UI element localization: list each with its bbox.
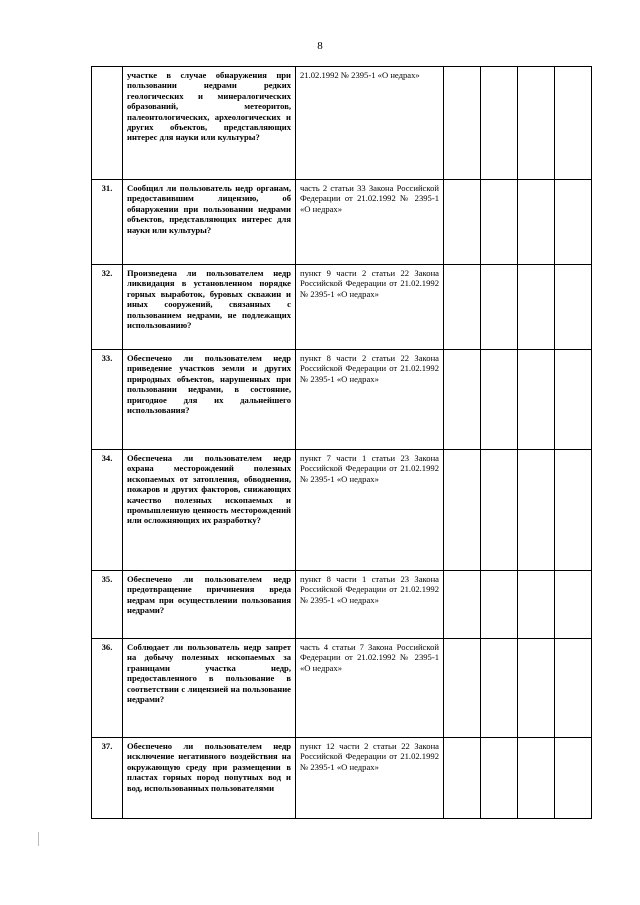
answer-cell[interactable] [481, 571, 518, 639]
answer-cell[interactable] [444, 180, 481, 265]
checklist-table [91, 66, 592, 819]
answer-cell[interactable] [555, 180, 592, 265]
checklist-body [92, 67, 592, 819]
answer-cell[interactable] [444, 571, 481, 639]
law-reference-cell: 21.02.1992 № 2395-1 «О недрах» [296, 67, 444, 180]
answer-cell[interactable] [481, 180, 518, 265]
answer-cell[interactable] [518, 265, 555, 350]
law-reference-cell: пункт 8 части 2 статьи 22 Закона Российской Федерации от 21.02.1992 № 2395-1 «О недрах» [296, 350, 444, 450]
row-number: 35. [92, 571, 123, 639]
answer-cell[interactable] [555, 67, 592, 180]
law-reference-cell: пункт 12 части 2 статьи 22 Закона Российской Федерации от 21.02.1992 № 2395-1 «О недрах» [296, 738, 444, 819]
answer-cell[interactable] [481, 265, 518, 350]
table-row [92, 450, 592, 571]
table-row [92, 639, 592, 738]
answer-cell[interactable] [444, 450, 481, 571]
answer-cell[interactable] [444, 67, 481, 180]
law-reference-cell: пункт 7 части 1 статьи 23 Закона Российской Федерации от 21.02.1992 № 2395-1 «О недрах» [296, 450, 444, 571]
answer-cell[interactable] [444, 639, 481, 738]
answer-cell[interactable] [481, 738, 518, 819]
answer-cell[interactable] [518, 180, 555, 265]
question-cell: Соблюдает ли пользователь недр запрет на добычу полезных ископаемых за границами участка недр, предоставленного в пользование в соответствии с лицензией на пользование недрами? [123, 639, 296, 738]
table-row [92, 67, 592, 180]
answer-cell[interactable] [518, 67, 555, 180]
answer-cell[interactable] [444, 350, 481, 450]
row-number [92, 67, 123, 180]
row-number: 34. [92, 450, 123, 571]
question-cell: Произведена ли пользователем недр ликвидация в установленном порядке горных выработок, буровых скважин и иных сооружений, связанных с пользованием недрами, не подлежащих использованию? [123, 265, 296, 350]
answer-cell[interactable] [481, 639, 518, 738]
answer-cell[interactable] [481, 67, 518, 180]
table-row [92, 738, 592, 819]
table-row [92, 350, 592, 450]
row-number: 37. [92, 738, 123, 819]
answer-cell[interactable] [481, 450, 518, 571]
question-cell: Обеспечено ли пользователем недр приведение участков земли и других природных объектов, нарушенных при пользовании недрами, в состояние, пригодное для их дальнейшего использования? [123, 350, 296, 450]
question-cell: Обеспечена ли пользователем недр охрана месторождений полезных ископаемых от затопления, обводнения, пожаров и других факторов, снижающих качество полезных ископаемых и промышленную ценность месторождений или осложняющих их разработку? [123, 450, 296, 571]
answer-cell[interactable] [555, 265, 592, 350]
answer-cell[interactable] [555, 571, 592, 639]
answer-cell[interactable] [555, 450, 592, 571]
answer-cell[interactable] [518, 571, 555, 639]
row-number: 36. [92, 639, 123, 738]
question-cell: Обеспечено ли пользователем недр исключение негативного воздействия на окружающую среду при размещении в пластах горных пород попутных вод и вод, использованных пользователями [123, 738, 296, 819]
table-row [92, 180, 592, 265]
scan-mark [38, 832, 41, 846]
table-row [92, 265, 592, 350]
answer-cell[interactable] [518, 350, 555, 450]
answer-cell[interactable] [444, 265, 481, 350]
row-number: 33. [92, 350, 123, 450]
answer-cell[interactable] [481, 350, 518, 450]
law-reference-cell: пункт 8 части 1 статьи 23 Закона Российской Федерации от 21.02.1992 № 2395-1 «О недрах» [296, 571, 444, 639]
question-cell: Обеспечено ли пользователем недр предотвращение причинения вреда недрам при осуществлении пользования недрами? [123, 571, 296, 639]
answer-cell[interactable] [518, 450, 555, 571]
question-cell: участке в случае обнаружения при пользовании недрами редких геологических и минералогических образований, метеоритов, палеонтологических, археологических и других объектов, представляющих интерес для науки или культуры? [123, 67, 296, 180]
law-reference-cell: пункт 9 части 2 статьи 22 Закона Российской Федерации от 21.02.1992 № 2395-1 «О недрах» [296, 265, 444, 350]
page-number: 8 [317, 40, 323, 52]
row-number: 31. [92, 180, 123, 265]
law-reference-cell: часть 2 статьи 33 Закона Российской Федерации от 21.02.1992 № 2395-1 «О недрах» [296, 180, 444, 265]
answer-cell[interactable] [518, 639, 555, 738]
answer-cell[interactable] [555, 350, 592, 450]
law-reference-cell: часть 4 статьи 7 Закона Российской Федерации от 21.02.1992 № 2395-1 «О недрах» [296, 639, 444, 738]
answer-cell[interactable] [444, 738, 481, 819]
answer-cell[interactable] [518, 738, 555, 819]
answer-cell[interactable] [555, 738, 592, 819]
table-row [92, 571, 592, 639]
row-number: 32. [92, 265, 123, 350]
question-cell: Сообщил ли пользователь недр органам, предоставившим лицензию, об обнаружении при пользовании недрами объектов, представляющих интерес для науки или культуры? [123, 180, 296, 265]
answer-cell[interactable] [555, 639, 592, 738]
